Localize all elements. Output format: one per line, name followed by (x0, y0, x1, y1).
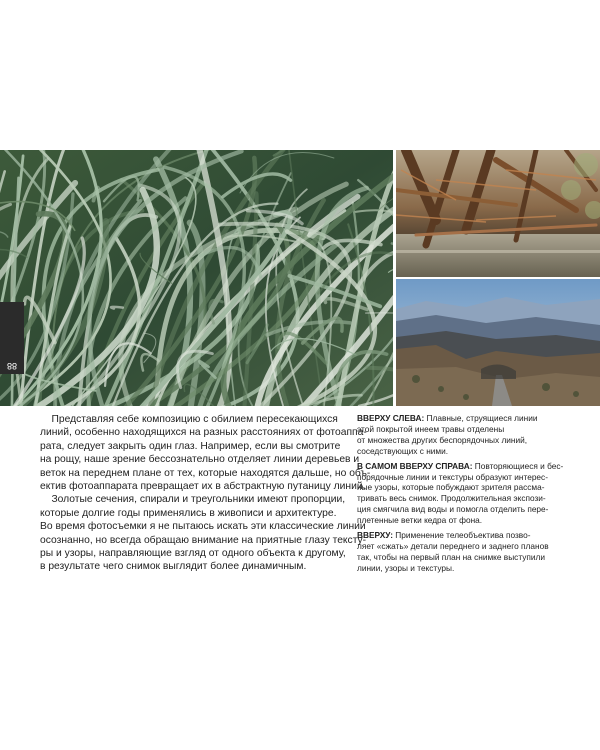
body-text-line: Золотые сечения, спирали и треугольники имеют пропорции, (40, 494, 346, 506)
caption-line: плетенные ветки кедра от фона. (357, 515, 483, 526)
caption-text: Повторяющиеся и бес- (472, 460, 564, 471)
caption-block (357, 413, 593, 457)
body-text-line: в результате чего снимок выглядит более динамичным. (40, 561, 307, 573)
caption-heading: В САМОМ ВВЕРХУ СПРАВА: (357, 460, 473, 471)
body-text-line: Представляя себе композицию с обилием пересекающихся (40, 414, 338, 425)
body-text-line: которые долгие годы применялись в живописи и архитектуре. (40, 507, 337, 519)
body-text (40, 413, 371, 574)
caption-line: порядочные линии и текстуры образуют интерес- (357, 471, 548, 482)
caption-line: этой покрытой инеем травы отделены (357, 423, 505, 434)
photo-captions (357, 413, 593, 578)
caption-text: Применение телеобъектива позво- (393, 530, 531, 541)
body-text-line: веток на переднем плане от тех, которые находятся дальше, но объ- (40, 467, 371, 479)
caption-first-line (357, 413, 593, 424)
trees-over-water-photo (396, 150, 600, 277)
body-text-line: ры и узоры, направляющие взгляд от одного объекта к другому, (40, 548, 346, 560)
caption-first-line (357, 530, 593, 541)
caption-line: линии, узоры и текстуры. (357, 562, 455, 573)
mountain-road-photo (396, 279, 600, 406)
caption-first-line (357, 461, 593, 472)
caption-line: ция смягчила вид воды и помогла отделить пере- (357, 504, 549, 515)
page-number: 88 (7, 361, 18, 371)
caption-line: так, чтобы на первый план на снимке выступили (357, 551, 545, 562)
body-text-line: рата, следует закрыть один глаз. Например, если вы смотрите (40, 440, 341, 452)
caption-line: соседствующих с ними. (357, 445, 449, 456)
caption-line: ляет «сжать» детали переднего и заднего планов (357, 540, 549, 551)
body-text-line: осознанно, но всегда обращаю внимание на приятные глазу тексту- (40, 534, 367, 546)
caption-line: тривать весь снимок. Продолжительная экспози- (357, 493, 546, 504)
body-text-line: ектив фотоаппарата превращает их в абстрактную путаницу линий. (40, 481, 366, 493)
body-text-line: линий, особенно находящихся на разных расстояниях от фотоаппа- (40, 427, 367, 439)
caption-line: ные узоры, которые побуждают зрителя рассма- (357, 482, 545, 493)
grass-photo (0, 150, 393, 406)
caption-heading: ВВЕРХУ СЛЕВА: (357, 413, 425, 423)
caption-text: Плавные, струящиеся линии (424, 413, 538, 423)
caption-line: от множества других беспорядочных линий, (357, 434, 528, 445)
caption-heading: ВВЕРХУ: (357, 530, 393, 541)
caption-block (357, 461, 593, 526)
body-text-line: Во время фотосъемки я не пытаюсь искать эти классические линии (40, 521, 366, 533)
body-text-line: на рощу, наше зрение бессознательно отделяет линии деревьев и (40, 454, 360, 466)
caption-block (357, 530, 593, 574)
